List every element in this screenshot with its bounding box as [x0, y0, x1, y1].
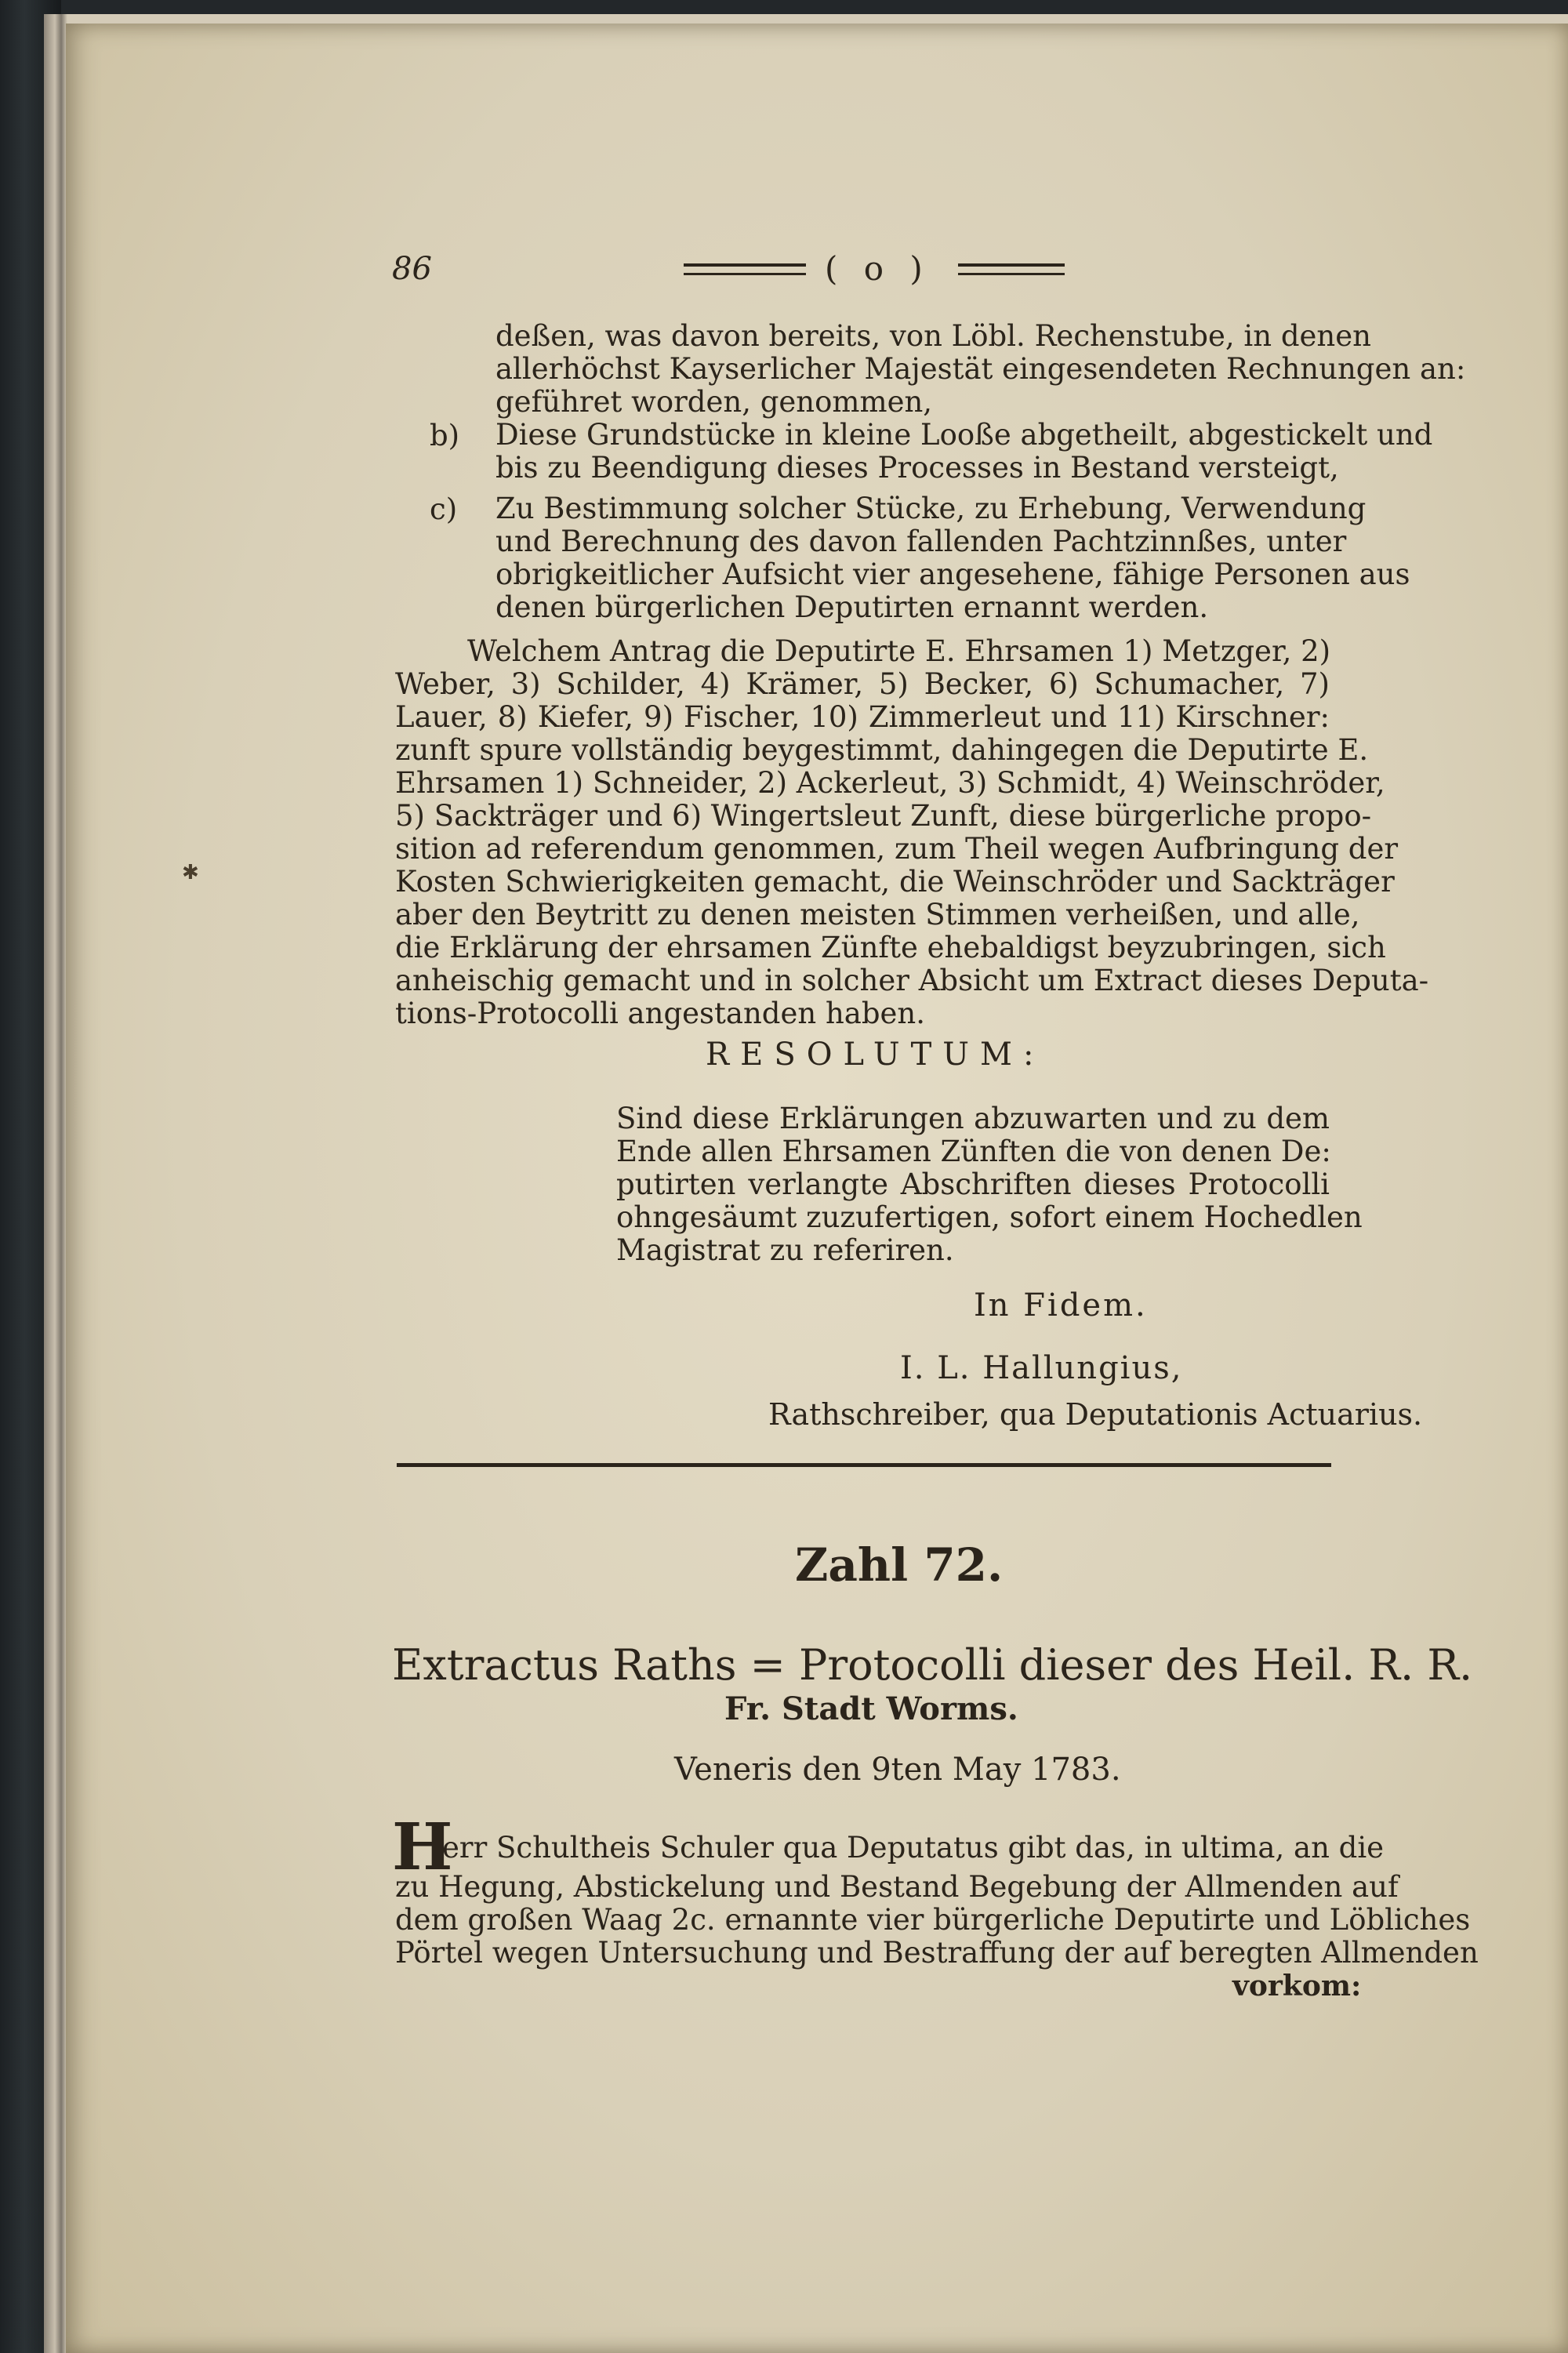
- text-line: deßen, was davon bereits, von Löbl. Rechenstube, in denen: [495, 319, 1371, 353]
- resolutum-heading: RESOLUTUM:: [706, 1037, 1045, 1073]
- section-divider: [397, 1463, 1331, 1467]
- item-b-marker: b): [430, 419, 460, 452]
- text-line: ohngesäumt zuzufertigen, sofort einem Hochedlen: [616, 1200, 1363, 1234]
- header-rule-left-2: [684, 273, 806, 275]
- signer-title: Rathschreiber, qua Deputationis Actuarius.: [768, 1397, 1423, 1432]
- item-c-marker: c): [430, 492, 458, 526]
- text-line: denen bürgerlichen Deputirten ernannt werden.: [495, 590, 1209, 624]
- text-line: die Erklärung der ehrsamen Zünfte ehebaldigst beyzubringen, sich: [395, 931, 1386, 964]
- text-line: und Berechnung des davon fallenden Pachtzinnßes, unter: [495, 525, 1347, 558]
- catchword: vorkom:: [1232, 1970, 1362, 2003]
- text-line: Zu Bestimmung solcher Stücke, zu Erhebung, Verwendung: [495, 492, 1367, 525]
- section-date: Veneris den 9ten May 1783.: [674, 1752, 1121, 1788]
- text-line: Lauer, 8) Kiefer, 9) Fischer, 10) Zimmerleut und 11) Kirschner:: [395, 700, 1330, 734]
- text-line: Weber, 3) Schilder, 4) Krämer, 5) Becker, 6) Schumacher, 7): [395, 667, 1330, 701]
- header-rule-right: [958, 263, 1065, 267]
- text-line: dem großen Waag 2c. ernannte vier bürgerliche Deputirte und Löbliches: [395, 1903, 1471, 1937]
- header-rule-left: [684, 263, 806, 267]
- text-line: zunft spure vollständig beygestimmt, dahingegen die Deputirte E.: [395, 733, 1369, 767]
- in-fidem: In Fidem.: [974, 1287, 1148, 1324]
- text-line: Pörtel wegen Untersuchung und Bestraffung der auf beregten Allmenden: [395, 1936, 1479, 1970]
- text-line: aber den Beytritt zu denen meisten Stimmen verheißen, und alle,: [395, 898, 1360, 931]
- text-line: anheischig gemacht und in solcher Absicht um Extract dieses Deputa-: [395, 964, 1429, 997]
- text-line: Ehrsamen 1) Schneider, 2) Ackerleut, 3) Schmidt, 4) Weinschröder,: [395, 766, 1385, 800]
- folio-number: 86: [392, 251, 432, 287]
- text-line: Welchem Antrag die Deputirte E. Ehrsamen 1) Metzger, 2): [467, 634, 1331, 668]
- section-number: Zahl 72.: [795, 1538, 1004, 1592]
- text-line: err Schultheis Schuler qua Deputatus gibt das, in ultima, an die: [442, 1831, 1385, 1865]
- text-line: allerhöchst Kayserlicher Majestät eingesendeten Rechnungen an:: [495, 352, 1466, 386]
- text-line: putirten verlangte Abschriften dieses Protocolli: [616, 1167, 1330, 1201]
- text-line: zu Hegung, Abstickelung und Bestand Begebung der Allmenden auf: [395, 1870, 1399, 1904]
- running-head: ( o ): [825, 249, 931, 288]
- page-header: [392, 251, 1341, 298]
- signer-name: I. L. Hallungius,: [900, 1350, 1183, 1386]
- text-line: geführet worden, genommen,: [495, 385, 933, 419]
- text-line: Ende allen Ehrsamen Zünften die von denen De:: [616, 1135, 1331, 1168]
- section-city: Fr. Stadt Worms.: [724, 1690, 1018, 1727]
- drop-cap: H: [392, 1810, 453, 1885]
- text-line: bis zu Beendigung dieses Processes in Bestand versteigt,: [495, 451, 1339, 485]
- text-line: obrigkeitlicher Aufsicht vier angesehene, fähige Personen aus: [495, 557, 1410, 591]
- header-rule-right-2: [958, 273, 1065, 275]
- text-line: sition ad referendum genommen, zum Theil wegen Aufbringung der: [395, 832, 1399, 866]
- text-line: Diese Grundstücke in kleine Looße abgetheilt, abgestickelt und: [495, 418, 1433, 452]
- text-line: tions-Protocolli angestanden haben.: [395, 997, 926, 1030]
- text-line: Magistrat zu referiren.: [616, 1233, 954, 1267]
- text-line: 5) Sackträger und 6) Wingertsleut Zunft, diese bürgerliche propo-: [395, 799, 1372, 833]
- text-line: Kosten Schwierigkeiten gemacht, die Weinschröder und Sackträger: [395, 865, 1395, 899]
- text-line: Sind diese Erklärungen abzuwarten und zu dem: [616, 1102, 1330, 1135]
- section-title: Extractus Raths = Protocolli dieser des Heil. R. R.: [392, 1640, 1473, 1690]
- margin-mark: ✱: [182, 861, 199, 884]
